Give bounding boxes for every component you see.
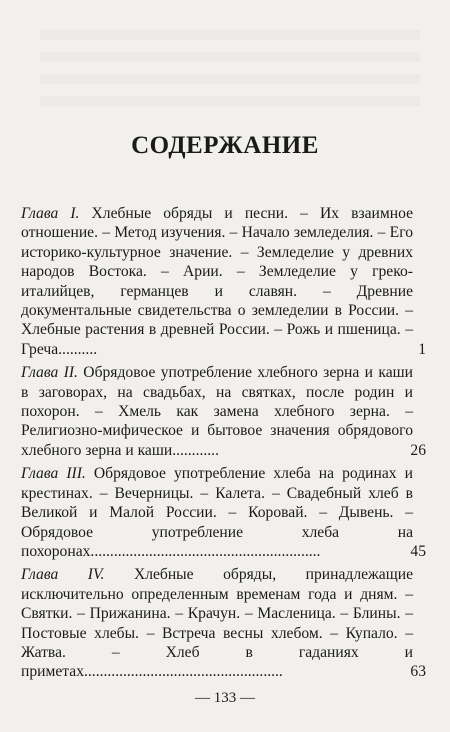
chapter-page-number: 1 [418,340,426,358]
chapter-description: Обрядовое употребление хлеба на родинах и крестинах. – Вечерницы. – Калета. – Свадебный хлеб в Великой и Малой России. – Коровай. – Дывень. – Обрядовое употребление хлеба на похоронах [21,465,413,560]
bleed-through-text [40,30,420,110]
chapter-description: Обрядовое употребление хлебного зерна и каши в заговорах, на свадьбах, на святках, после родин и похорон. – Хмель как замена хлебного зерна. – Религиозно-мифическое и бытовое значения обрядового хлебного зерна и каши [21,364,413,459]
leader-dots: ............ [172,441,219,459]
leader-dots: ........................................................... [90,542,321,560]
chapter-page-number: 26 [410,441,426,459]
chapter-label: Глава IV. [21,566,105,584]
toc-entry [21,464,426,561]
toc-entry [21,204,426,359]
chapter-description: Хлебные обряды и песни. – Их взаимное отношение. – Метод изучения. – Начало земледелия. – Его историко-культурное значение. – Земледелие у древних народов Востока. – Арии. – Земледелие у греко-италийцев, германцев и славян. – Древние документальные свидетельства о земледелии в России. – Хлебные растения в древней России. – Рожь и пшеница. – Греча [21,205,413,358]
page-title: СОДЕРЖАНИЕ [131,132,319,159]
chapter-label: Глава I. [21,205,80,222]
chapter-label: Глава II. [21,364,78,382]
chapter-page-number: 45 [410,542,426,560]
leader-dots: .......... [58,340,98,358]
table-of-contents [21,204,426,686]
chapter-label: Глава III. [21,465,86,483]
toc-entry [21,363,426,460]
page-folio: — 133 — [195,690,255,706]
toc-entry [21,565,426,681]
chapter-page-number: 63 [410,663,426,681]
chapter-description: Хлебные обряды, принадлежащие исключительно определенным временам года и дням. – Святки. – Прижанина. – Крачун. – Масленица. – Блины. – Постовые хлебы. – Встреча весны хлебом. – Купало. – Жатва. – Хлеб в гаданиях и приметах [21,566,413,681]
leader-dots: ................................................... [84,663,283,681]
